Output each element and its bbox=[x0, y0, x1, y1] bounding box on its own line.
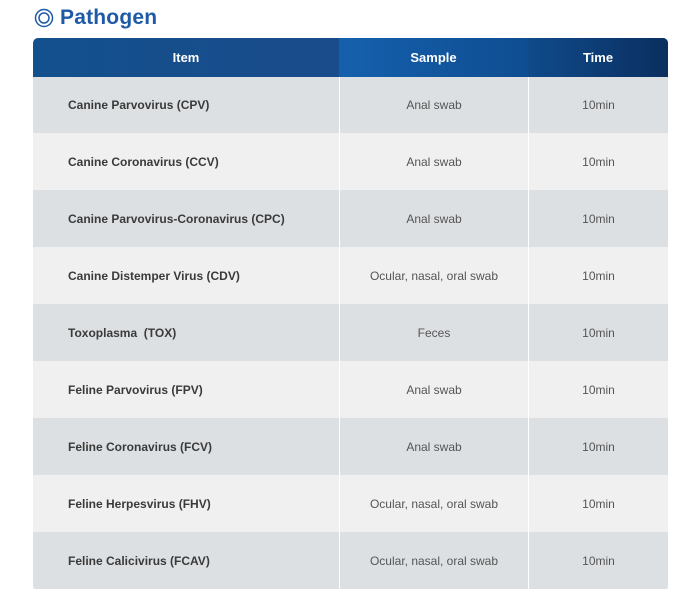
table-row bbox=[33, 133, 668, 190]
cell-time: 10min bbox=[528, 475, 668, 532]
table-row bbox=[33, 418, 668, 475]
cell-time: 10min bbox=[528, 532, 668, 589]
cell-sample: Anal swab bbox=[339, 361, 528, 418]
table-row bbox=[33, 77, 668, 133]
cell-time: 10min bbox=[528, 361, 668, 418]
cell-item: Feline Calicivirus (FCAV) bbox=[68, 553, 210, 568]
cell-item: Toxoplasma (TOX) bbox=[68, 325, 177, 340]
column-header-sample: Sample bbox=[339, 38, 528, 77]
cell-item: Feline Coronavirus (FCV) bbox=[68, 439, 213, 454]
cell-item: Canine Parvovirus (CPV) bbox=[68, 98, 210, 112]
cell-sample: Anal swab bbox=[339, 77, 528, 133]
cell-sample: Anal swab bbox=[339, 133, 528, 190]
table-row bbox=[33, 475, 668, 532]
table-header bbox=[33, 38, 668, 77]
cell-item: Feline Herpesvirus (FHV) bbox=[68, 496, 211, 511]
pathogen-table bbox=[33, 38, 668, 591]
column-header-item: Item bbox=[172, 50, 200, 65]
cell-sample: Feces bbox=[339, 304, 528, 361]
cell-time: 10min bbox=[528, 304, 668, 361]
cell-item: Feline Parvovirus (FPV) bbox=[68, 382, 203, 397]
cell-time: 10min bbox=[528, 77, 668, 133]
cell-item: Canine Parvovirus-Coronavirus (CPC) bbox=[68, 211, 285, 226]
cell-item: Canine Distemper Virus (CDV) bbox=[68, 268, 240, 283]
cell-sample: Anal swab bbox=[339, 418, 528, 475]
page-title: Pathogen bbox=[60, 6, 158, 29]
table-row bbox=[33, 247, 668, 304]
cell-time: 10min bbox=[528, 247, 668, 304]
cell-sample: Ocular, nasal, oral swab bbox=[339, 475, 528, 532]
column-header-time: Time bbox=[528, 38, 668, 77]
table-row bbox=[33, 190, 668, 247]
table-row bbox=[33, 304, 668, 361]
section-heading bbox=[34, 4, 157, 32]
table-row bbox=[33, 532, 668, 589]
double-circle-icon bbox=[34, 8, 54, 28]
cell-sample: Ocular, nasal, oral swab bbox=[339, 532, 528, 589]
cell-sample: Anal swab bbox=[339, 190, 528, 247]
cell-item: Canine Coronavirus (CCV) bbox=[68, 154, 219, 169]
cell-time: 10min bbox=[528, 418, 668, 475]
table-row bbox=[33, 361, 668, 418]
cell-time: 10min bbox=[528, 190, 668, 247]
cell-sample: Ocular, nasal, oral swab bbox=[339, 247, 528, 304]
cell-time: 10min bbox=[528, 133, 668, 190]
